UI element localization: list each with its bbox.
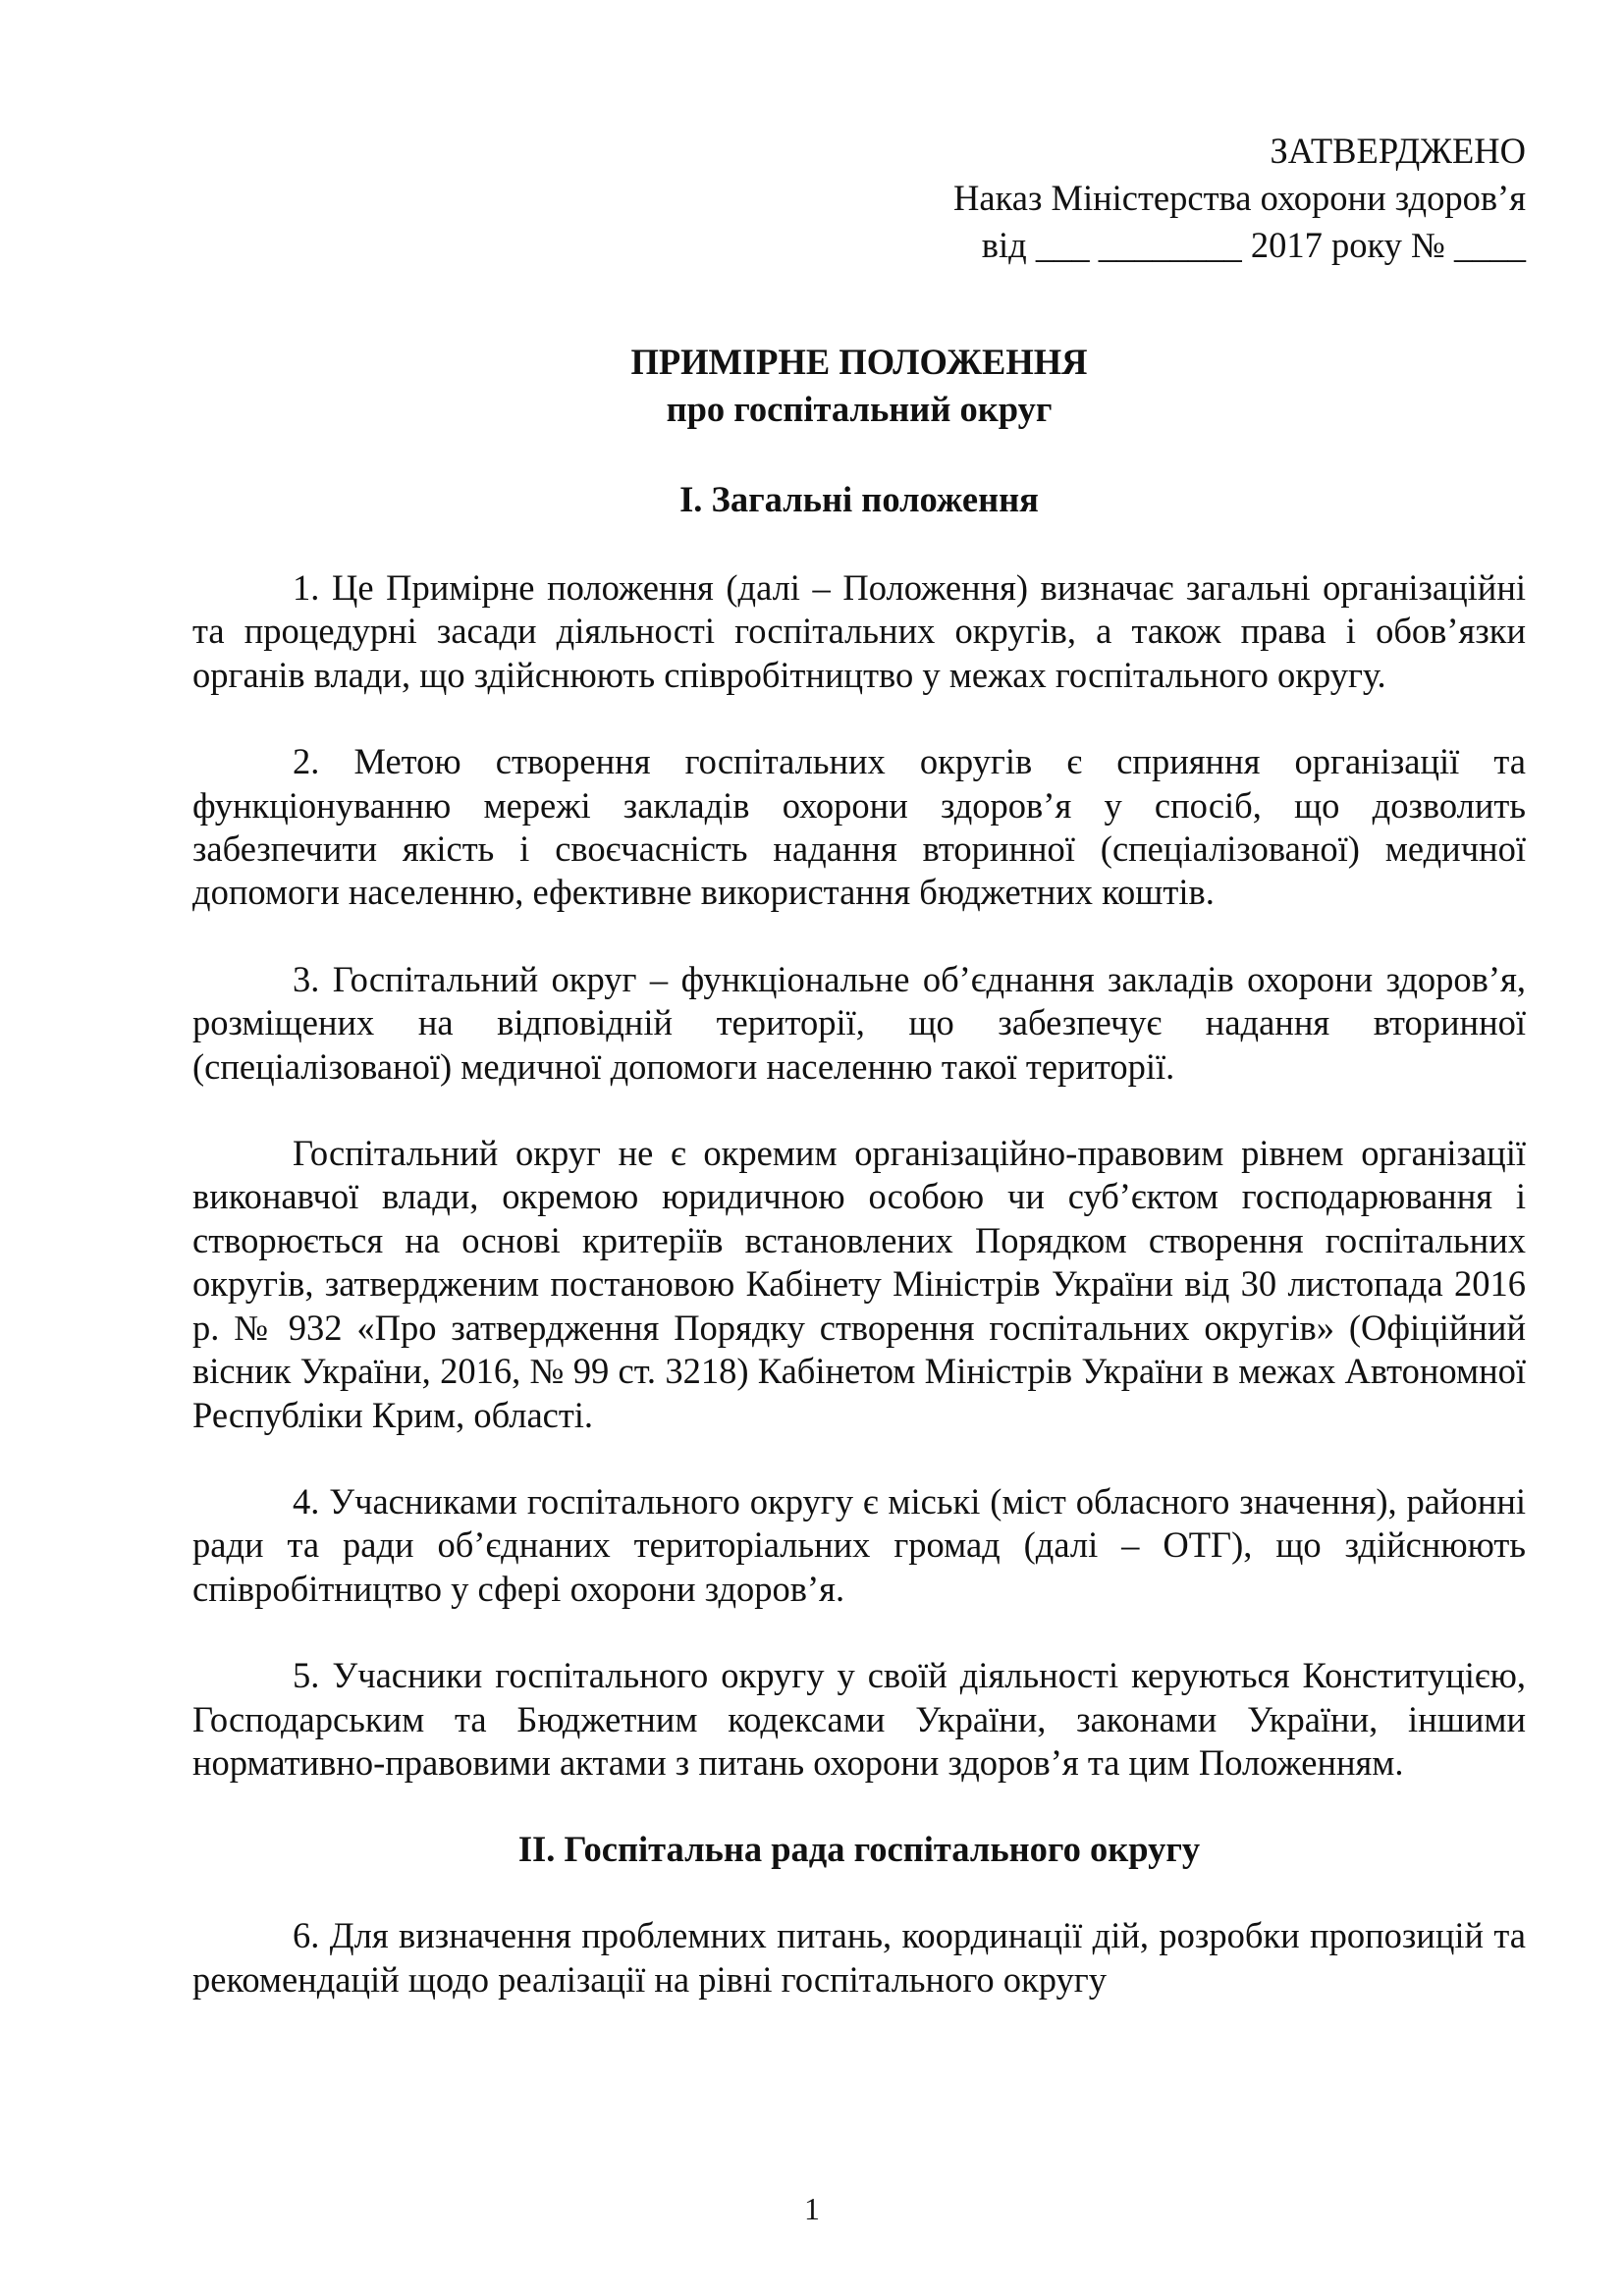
paragraph-2: 2. Метою створення госпітальних округів є сприяння організації та функціонуванню мережі закладів охорони здоров’я у спосіб, що дозволить забезпечити якість і своєчасність надання вторинної (спеціалізованої) медичної допомоги населенню, ефективне використання бюджетних коштів. [192,741,1526,913]
paragraph-3: 3. Госпітальний округ – функціональне об’єднання закладів охорони здоров’я, розміщених на відповідній території, що забезпечує надання вторинної (спеціалізованої) медичної допомоги населенню такої території. [192,958,1526,1087]
paragraph-5: 5. Учасники госпітального округу у своїй діяльності керуються Конституцією, Господарським та Бюджетним кодексами України, законами України, іншими нормативно-правовими актами з питань охорони здоров’я та цим Положенням. [192,1655,1526,1783]
paragraph-1: 1. Це Примірне положення (далі – Положення) визначає загальні організаційні та процедурні засади діяльності госпітальних округів, а також права і обов’язки органів влади, що здійснюють співробітництво у межах госпітального округу. [192,567,1526,695]
approval-stamp [192,128,1526,269]
paragraph-6: 6. Для визначення проблемних питань, координації дій, розробки пропозицій та рекомендацій щодо реалізації на рівні госпітального округу [192,1915,1526,2000]
document-page [192,128,1526,2002]
approval-order-name: Наказ Міністерства охорони здоров’я [953,178,1526,218]
approval-order-date: від ___ ________ 2017 року № ____ [981,225,1526,265]
paragraph-3-continued: Госпітальний округ не є окремим організаційно-правовим рівнем організації виконавчої влади, окремою юридичною особою чи суб’єктом господарювання і створюється на основі критеріїв встановлених Порядком створення госпітальних округів, затвердженим постановою Кабінету Міністрів України від 30 листопада 2016 р. № 932 «Про затвердження Порядку створення госпітальних округів» (Офіційний вісник України, 2016, № 99 ст. 3218) Кабінетом Міністрів України в межах Автономної Республіки Крим, області. [192,1133,1526,1435]
document-title-main: ПРИМІРНЕ ПОЛОЖЕННЯ [630,342,1088,382]
approval-label: ЗАТВЕРДЖЕНО [1270,131,1526,171]
section-heading-general: І. Загальні положення [679,479,1039,519]
document-title [192,339,1526,433]
document-title-subtitle: про госпітальний округ [666,389,1053,429]
paragraph-4: 4. Учасниками госпітального округу є міські (міст обласного значення), районні ради та ради об’єднаних територіальних громад (далі – ОТГ), що здійснюють співробітництво у сфері охорони здоров’я. [192,1480,1526,1609]
page-number: 1 [804,2191,820,2226]
section-heading-hospital-council: ІІ. Госпітальна рада госпітального округу [517,1829,1201,1870]
